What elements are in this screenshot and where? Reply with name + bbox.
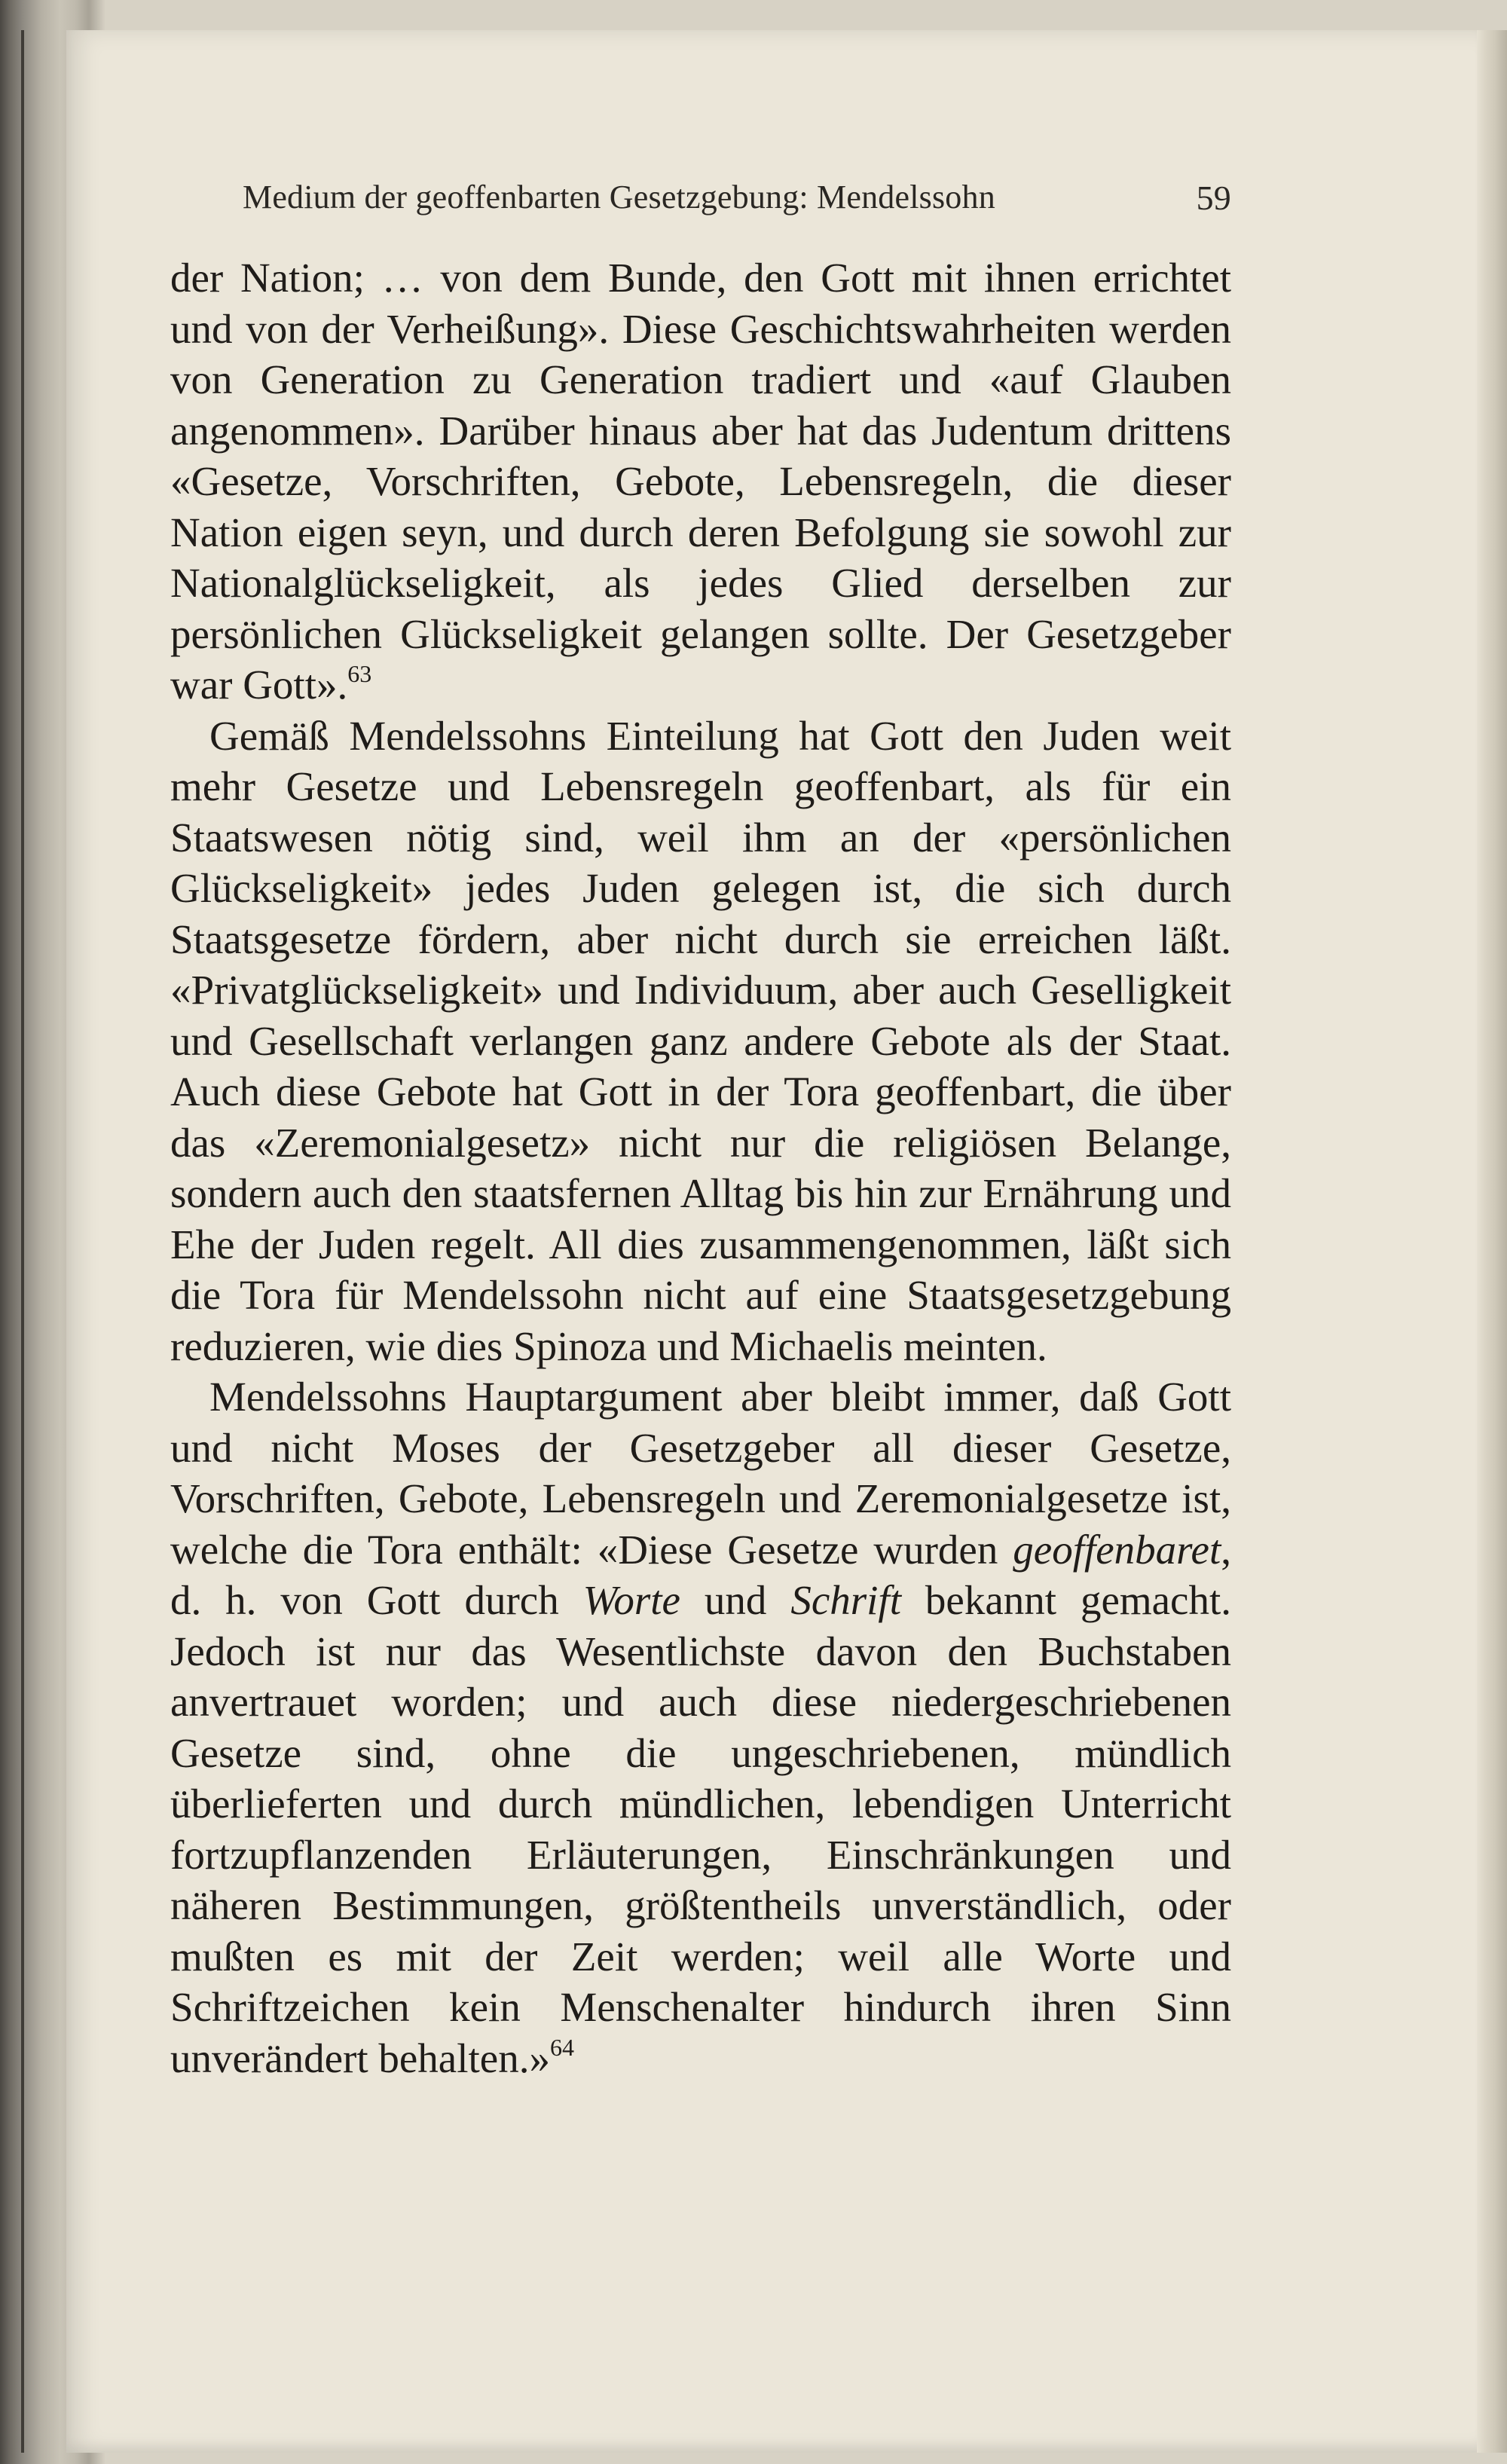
paragraph-3 [170, 1371, 1231, 2083]
running-head [243, 178, 1231, 223]
text-run: und [680, 1577, 791, 1623]
body-text [170, 252, 1231, 2083]
text-run: Mendelssohns Hauptargument aber bleibt immer, daß Gott und nicht Moses der Gesetzgeber all dieser Gesetze, Vorschriften, Gebote, Lebensregeln und Zeremonialgesetze ist, welche die Tora enthält: «Diese Gesetze wurden [170, 1374, 1231, 1573]
italic-term-schrift: Schrift [790, 1577, 901, 1623]
paragraph-1 [170, 252, 1231, 711]
binding-gutter [21, 30, 24, 2453]
text-run: bekannt gemacht. Jedoch ist nur das Wesentlichste davon den Buchstaben anvertrauet worden; und auch diese niedergeschriebenen Gesetze sind, ohne die ungeschriebenen, mündlich überlieferten und durch mündlichen, lebendigen Unterricht fortzupflanzenden Erläuterungen, Einschränkungen und näheren Bestimmungen, größtentheils unverständlich, oder mußten es mit der Zeit werden; weil alle Worte und Schriftzeichen kein Menschenalter hindurch ihren Sinn unverändert behalten.» [170, 1577, 1231, 2081]
text-run: , d. h. von Gott durch [170, 1526, 1231, 1623]
running-head-title: Medium der geoffenbarten Gesetzgebung: Mendelssohn [243, 179, 995, 216]
paragraph-2 [170, 711, 1231, 1372]
page-edge [1477, 30, 1507, 2453]
italic-term-worte: Worte [582, 1577, 680, 1623]
footnote-ref-63: 63 [347, 660, 372, 687]
footnote-ref-64: 64 [549, 2033, 574, 2061]
page-number: 59 [1196, 179, 1231, 217]
text-run: der Nation; … von dem Bunde, den Gott mit ihnen errichtet und von der Verheißung». Diese Geschichtswahrheiten werden von Generation zu Generation tradiert und «auf Glauben angenommen». Darüber hinaus aber hat das Judentum drittens «Gesetze, Vorschriften, Gebote, Lebensregeln, die dieser Nation eigen seyn, und durch deren Befolgung sie sowohl zur Nationalglückseligkeit, als jedes Glied derselben zur persönlichen Glückseligkeit gelangen sollte. Der Gesetzgeber war Gott». [170, 255, 1231, 708]
text-run: Gemäß Mendelssohns Einteilung hat Gott den Juden weit mehr Gesetze und Lebensregeln geoffenbart, als für ein Staatswesen nötig sind, weil ihm an der «persönlichen Glückseligkeit» jedes Juden gelegen ist, die sich durch Staatsgesetze fördern, aber nicht durch sie erreichen läßt. «Privatglückseligkeit» und Individuum, aber auch Geselligkeit und Gesellschaft verlangen ganz andere Gebote als der Staat. Auch diese Gebote hat Gott in der Tora geoffenbart, die über das «Zeremonialgesetz» nicht nur die religiösen Belange, sondern auch den staatsfernen Alltag bis hin zur Ernährung und Ehe der Juden regelt. All dies zusammengenommen, läßt sich die Tora für Mendelssohn nicht auf eine Staatsgesetzgebung reduzieren, wie dies Spinoza und Michaelis meinten. [170, 712, 1231, 1369]
italic-term-geoffenbaret: geoffenbaret [1013, 1526, 1221, 1573]
